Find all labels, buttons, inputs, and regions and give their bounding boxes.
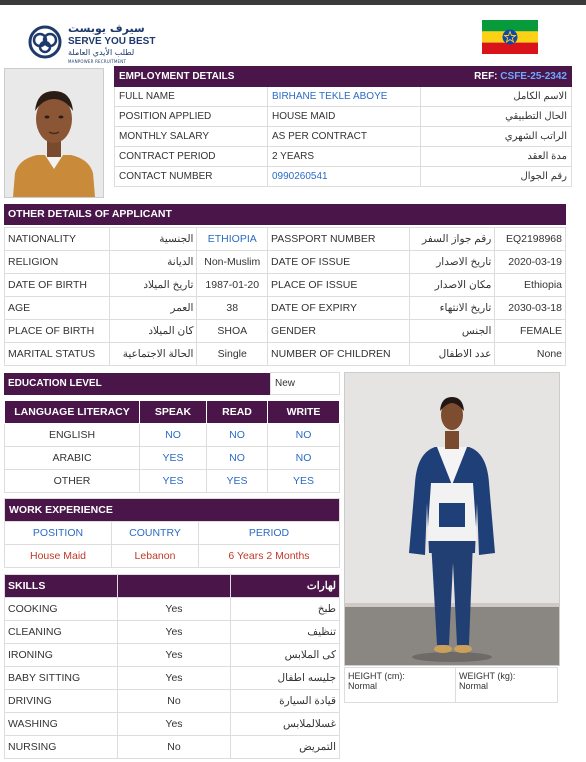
emp-value: AS PER CONTRACT xyxy=(268,127,421,147)
logo-emblem-icon xyxy=(28,25,62,59)
other-row xyxy=(5,297,566,320)
employment-header xyxy=(115,67,572,87)
skill-name: COOKING xyxy=(5,598,118,621)
skill-row xyxy=(5,713,340,736)
other-arabic: تاريخ الميلاد xyxy=(110,274,197,297)
other-details-title: OTHER DETAILS OF APPLICANT xyxy=(4,204,566,225)
language-title: LANGUAGE LITERACY xyxy=(5,401,140,424)
emp-label: MONTHLY SALARY xyxy=(115,127,268,147)
logo-subtitle: MANPOWER RECRUITMENT xyxy=(68,59,127,64)
work-row xyxy=(5,545,340,568)
work-experience-table xyxy=(4,498,340,568)
emp-label: POSITION APPLIED xyxy=(115,107,268,127)
write-value: YES xyxy=(268,470,340,493)
other-label: PASSPORT NUMBER xyxy=(268,228,410,251)
other-label: NATIONALITY xyxy=(5,228,110,251)
other-value: 2030-03-18 xyxy=(495,297,566,320)
other-value: Single xyxy=(197,343,268,366)
education-table xyxy=(4,372,340,395)
emp-value: 0990260541 xyxy=(268,167,421,187)
other-row xyxy=(5,320,566,343)
emp-row xyxy=(115,87,572,107)
language-name: ENGLISH xyxy=(5,424,140,447)
work-position: House Maid xyxy=(5,545,112,568)
read-header: READ xyxy=(207,401,268,424)
speak-value: YES xyxy=(140,470,207,493)
skill-row xyxy=(5,644,340,667)
speak-header: SPEAK xyxy=(140,401,207,424)
skill-arabic: قيادة السيارة xyxy=(231,690,340,713)
other-arabic: عدد الاطفال xyxy=(409,343,495,366)
work-country-header: COUNTRY xyxy=(112,522,199,545)
other-value: ETHIOPIA xyxy=(197,228,268,251)
other-arabic: رقم جواز السفر xyxy=(409,228,495,251)
language-row xyxy=(5,424,340,447)
emp-value: HOUSE MAID xyxy=(268,107,421,127)
company-logo xyxy=(28,22,156,68)
skill-value: No xyxy=(118,736,231,759)
skill-name: BABY SITTING xyxy=(5,667,118,690)
skills-title: SKILLS xyxy=(5,575,118,598)
other-label: RELIGION xyxy=(5,251,110,274)
logo-english: SERVE YOU BEST xyxy=(68,36,156,47)
speak-value: NO xyxy=(140,424,207,447)
read-value: NO xyxy=(207,447,268,470)
height-label: HEIGHT (cm): xyxy=(348,671,405,681)
skill-value: No xyxy=(118,690,231,713)
ref-value: CSFE-25-2342 xyxy=(500,71,567,82)
skill-arabic: طبخ xyxy=(231,598,340,621)
other-label: NUMBER OF CHILDREN xyxy=(268,343,410,366)
other-value: 2020-03-19 xyxy=(495,251,566,274)
other-label: PLACE OF BIRTH xyxy=(5,320,110,343)
emp-arabic: الاسم الكامل xyxy=(421,87,572,107)
other-label: GENDER xyxy=(268,320,410,343)
language-header xyxy=(5,401,340,424)
skills-table xyxy=(4,574,340,759)
other-value: Ethiopia xyxy=(495,274,566,297)
skill-row xyxy=(5,736,340,759)
other-arabic: تاريخ الانتهاء xyxy=(409,297,495,320)
work-period: 6 Years 2 Months xyxy=(199,545,340,568)
other-row xyxy=(5,251,566,274)
weight-label: WEIGHT (kg): xyxy=(459,671,516,681)
write-value: NO xyxy=(268,447,340,470)
other-value: Non-Muslim xyxy=(197,251,268,274)
other-value: 1987-01-20 xyxy=(197,274,268,297)
skill-value: Yes xyxy=(118,644,231,667)
height-weight-table xyxy=(344,667,558,703)
skill-name: NURSING xyxy=(5,736,118,759)
skills-header xyxy=(5,575,340,598)
other-arabic: مكان الاصدار xyxy=(409,274,495,297)
height-cell xyxy=(345,668,456,703)
other-value: EQ2198968 xyxy=(495,228,566,251)
work-title: WORK EXPERIENCE xyxy=(5,499,340,522)
skill-arabic: غسلالملابس xyxy=(231,713,340,736)
height-value: Normal xyxy=(348,681,378,691)
other-row xyxy=(5,228,566,251)
applicant-full-body-photo xyxy=(344,372,560,666)
other-label: DATE OF ISSUE xyxy=(268,251,410,274)
language-row xyxy=(5,447,340,470)
work-country: Lebanon xyxy=(112,545,199,568)
other-label: DATE OF EXPIRY xyxy=(268,297,410,320)
other-label: AGE xyxy=(5,297,110,320)
skill-name: DRIVING xyxy=(5,690,118,713)
skill-row xyxy=(5,667,340,690)
weight-value: Normal xyxy=(459,681,489,691)
write-header: WRITE xyxy=(268,401,340,424)
language-row xyxy=(5,470,340,493)
emp-value: BIRHANE TEKLE ABOYE xyxy=(268,87,421,107)
emp-row xyxy=(115,107,572,127)
skill-value: Yes xyxy=(118,598,231,621)
skill-row xyxy=(5,690,340,713)
logo-arabic-sub: لطلب الأيدي العاملة xyxy=(68,48,135,57)
work-position-header: POSITION xyxy=(5,522,112,545)
skills-title-arabic: لهارات xyxy=(231,575,340,598)
emp-arabic: الراتب الشهري xyxy=(421,127,572,147)
skill-name: CLEANING xyxy=(5,621,118,644)
emp-arabic: الحال التطبيقي xyxy=(421,107,572,127)
other-label: PLACE OF ISSUE xyxy=(268,274,410,297)
skill-name: IRONING xyxy=(5,644,118,667)
work-header xyxy=(5,499,340,522)
speak-value: YES xyxy=(140,447,207,470)
education-value: New xyxy=(271,373,340,395)
other-arabic: الجنسية xyxy=(110,228,197,251)
emp-label: CONTACT NUMBER xyxy=(115,167,268,187)
other-arabic: تاريخ الاصدار xyxy=(409,251,495,274)
emp-arabic: مدة العقد xyxy=(421,147,572,167)
other-value: FEMALE xyxy=(495,320,566,343)
other-value: None xyxy=(495,343,566,366)
other-arabic: الديانة xyxy=(110,251,197,274)
other-label: DATE OF BIRTH xyxy=(5,274,110,297)
emp-row xyxy=(115,147,572,167)
ref-label: REF: xyxy=(474,71,498,82)
language-name: OTHER xyxy=(5,470,140,493)
write-value: NO xyxy=(268,424,340,447)
other-value: 38 xyxy=(197,297,268,320)
emp-value: 2 YEARS xyxy=(268,147,421,167)
ethiopia-flag-icon xyxy=(482,20,538,54)
top-bar xyxy=(0,0,586,5)
other-row xyxy=(5,343,566,366)
skill-arabic: جليسه اطفال xyxy=(231,667,340,690)
skill-value: Yes xyxy=(118,667,231,690)
language-name: ARABIC xyxy=(5,447,140,470)
other-arabic: الجنس xyxy=(409,320,495,343)
other-arabic: الحالة الاجتماعية xyxy=(110,343,197,366)
ref-cell xyxy=(268,67,572,87)
skill-arabic: تنظيف xyxy=(231,621,340,644)
emp-row xyxy=(115,167,572,187)
skill-arabic: كى الملابس xyxy=(231,644,340,667)
work-column-headers xyxy=(5,522,340,545)
work-period-header: PERIOD xyxy=(199,522,340,545)
skill-arabic: التمريض xyxy=(231,736,340,759)
employment-title: EMPLOYMENT DETAILS xyxy=(115,67,268,87)
emp-label: FULL NAME xyxy=(115,87,268,107)
employment-details-table xyxy=(114,66,572,187)
skill-row xyxy=(5,621,340,644)
other-arabic: العمر xyxy=(110,297,197,320)
other-row xyxy=(5,274,566,297)
skill-value: Yes xyxy=(118,713,231,736)
applicant-portrait-photo xyxy=(4,68,104,198)
emp-row xyxy=(115,127,572,147)
other-details-table xyxy=(4,227,566,366)
emp-arabic: رقم الجوال xyxy=(421,167,572,187)
emp-label: CONTRACT PERIOD xyxy=(115,147,268,167)
logo-arabic: سيرف يوبست xyxy=(68,22,145,35)
skill-value: Yes xyxy=(118,621,231,644)
skill-row xyxy=(5,598,340,621)
skill-name: WASHING xyxy=(5,713,118,736)
other-arabic: كان الميلاد xyxy=(110,320,197,343)
language-table xyxy=(4,400,340,493)
read-value: YES xyxy=(207,470,268,493)
other-value: SHOA xyxy=(197,320,268,343)
read-value: NO xyxy=(207,424,268,447)
other-label: MARITAL STATUS xyxy=(5,343,110,366)
weight-cell xyxy=(456,668,558,703)
education-title: EDUCATION LEVEL xyxy=(4,373,271,395)
